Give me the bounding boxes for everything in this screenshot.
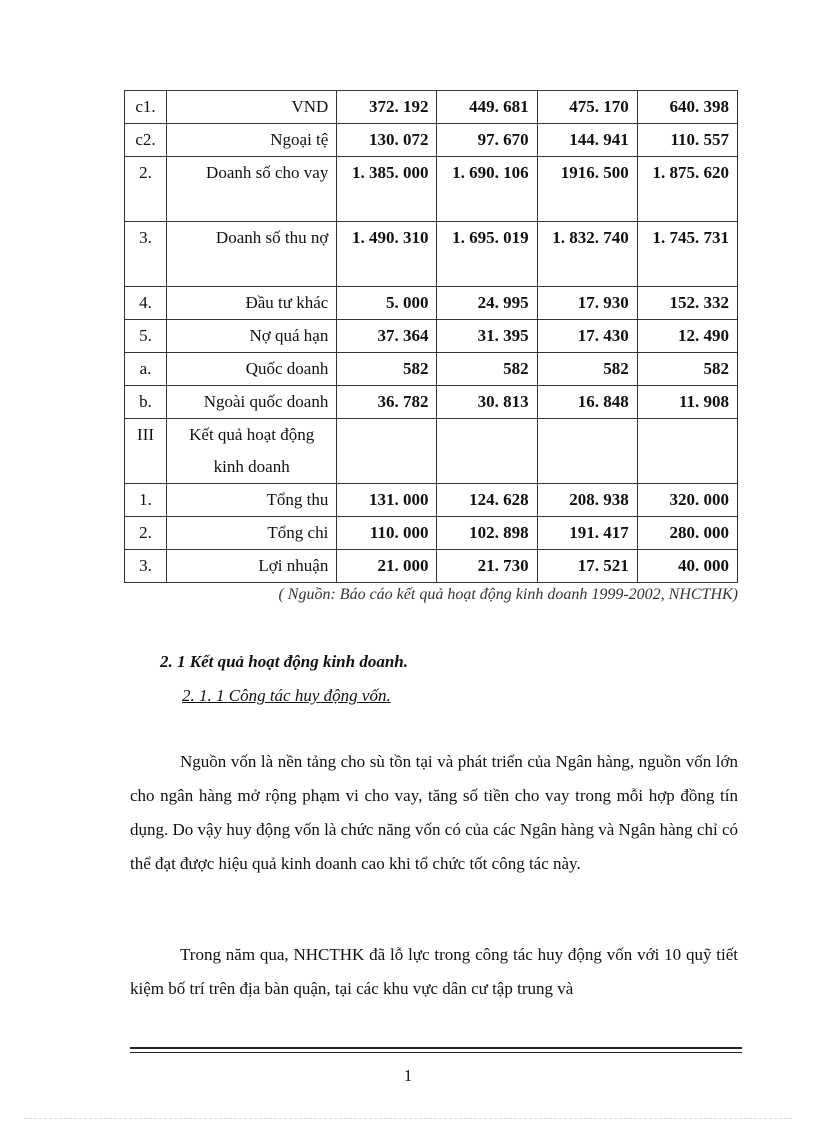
row-label: VND: [167, 91, 337, 124]
row-number: III: [125, 419, 167, 484]
value-cell: 582: [637, 353, 737, 386]
value-cell: 144. 941: [537, 124, 637, 157]
value-cell: 1. 832. 740: [537, 222, 637, 287]
value-cell: 131. 000: [337, 484, 437, 517]
value-cell: 1916. 500: [537, 157, 637, 222]
table-row: [125, 484, 738, 517]
row-number: 2.: [125, 157, 167, 222]
value-cell: [637, 419, 737, 484]
table-row: [125, 517, 738, 550]
row-number: 1.: [125, 484, 167, 517]
row-number: 3.: [125, 550, 167, 583]
section-heading: 2. 1 Kết quả hoạt động kinh doanh.: [160, 652, 408, 671]
value-cell: 1. 490. 310: [337, 222, 437, 287]
row-label: Quốc doanh: [167, 353, 337, 386]
row-number: c1.: [125, 91, 167, 124]
value-cell: 582: [437, 353, 537, 386]
value-cell: 475. 170: [537, 91, 637, 124]
row-label: Ngoài quốc doanh: [167, 386, 337, 419]
row-label: Tổng chi: [167, 517, 337, 550]
row-label: Ngoại tệ: [167, 124, 337, 157]
value-cell: 372. 192: [337, 91, 437, 124]
value-cell: [537, 419, 637, 484]
page-edge-divider: [24, 1118, 792, 1119]
table-row: [125, 353, 738, 386]
row-number: 4.: [125, 287, 167, 320]
table-row: [125, 287, 738, 320]
value-cell: 152. 332: [637, 287, 737, 320]
value-cell: 191. 417: [537, 517, 637, 550]
row-number: 2.: [125, 517, 167, 550]
value-cell: 208. 938: [537, 484, 637, 517]
value-cell: 102. 898: [437, 517, 537, 550]
value-cell: 1. 385. 000: [337, 157, 437, 222]
body-paragraph: Nguồn vốn là nền tảng cho sù tồn tại và phát triển của Ngân hàng, nguồn vốn lớn cho ngân hàng mở rộng phạm vi cho vay, tăng số tiền cho vay trong mỗi hợp đồng tín dụng. Do vậy huy động vốn là chức năng vốn có của các Ngân hàng và Ngân hàng chỉ có thể đạt được hiệu quả kinh doanh cao khi tổ chức tốt công tác này.: [130, 752, 738, 873]
value-cell: 31. 395: [437, 320, 537, 353]
footer-rule: [130, 1047, 742, 1049]
row-label: Tổng thu: [167, 484, 337, 517]
table-row: [125, 157, 738, 222]
table-row: [125, 320, 738, 353]
row-number: b.: [125, 386, 167, 419]
value-cell: 582: [537, 353, 637, 386]
value-cell: 11. 908: [637, 386, 737, 419]
value-cell: 1. 690. 106: [437, 157, 537, 222]
footer-rule: [130, 1052, 742, 1053]
value-cell: 21. 000: [337, 550, 437, 583]
value-cell: 40. 000: [637, 550, 737, 583]
value-cell: 21. 730: [437, 550, 537, 583]
row-label: Doanh số cho vay: [167, 157, 337, 222]
value-cell: 1. 875. 620: [637, 157, 737, 222]
value-cell: 24. 995: [437, 287, 537, 320]
value-cell: 110. 000: [337, 517, 437, 550]
value-cell: 17. 521: [537, 550, 637, 583]
value-cell: [337, 419, 437, 484]
value-cell: 1. 695. 019: [437, 222, 537, 287]
value-cell: 5. 000: [337, 287, 437, 320]
value-cell: 449. 681: [437, 91, 537, 124]
body-paragraph: Trong năm qua, NHCTHK đã lỗ lực trong công tác huy động vốn với 10 quỹ tiết kiệm bố trí trên địa bàn quận, tại các khu vực dân cư tập trung và: [130, 945, 738, 998]
value-cell: 37. 364: [337, 320, 437, 353]
value-cell: 17. 930: [537, 287, 637, 320]
row-label: Lợi nhuận: [167, 550, 337, 583]
page-number: 1: [403, 1066, 413, 1085]
table-row: [125, 91, 738, 124]
row-number: 3.: [125, 222, 167, 287]
row-label: Kết quả hoạt động kinh doanh: [167, 419, 337, 484]
table-row: [125, 386, 738, 419]
row-label: Nợ quá hạn: [167, 320, 337, 353]
value-cell: 12. 490: [637, 320, 737, 353]
subsection-heading: 2. 1. 1 Công tác huy động vốn.: [182, 686, 391, 705]
value-cell: 640. 398: [637, 91, 737, 124]
row-number: c2.: [125, 124, 167, 157]
value-cell: 30. 813: [437, 386, 537, 419]
table-row: [125, 550, 738, 583]
value-cell: 36. 782: [337, 386, 437, 419]
table-row: [125, 222, 738, 287]
value-cell: 124. 628: [437, 484, 537, 517]
value-cell: 110. 557: [637, 124, 737, 157]
table-row: [125, 419, 738, 484]
value-cell: 16. 848: [537, 386, 637, 419]
source-note: ( Nguồn: Báo cáo kết quả hoạt động kinh doanh 1999-2002, NHCTHK): [278, 586, 738, 603]
row-label: Doanh số thu nợ: [167, 222, 337, 287]
table-row: [125, 124, 738, 157]
value-cell: 582: [337, 353, 437, 386]
value-cell: 97. 670: [437, 124, 537, 157]
value-cell: 130. 072: [337, 124, 437, 157]
financial-results-table: [124, 90, 738, 583]
value-cell: 17. 430: [537, 320, 637, 353]
row-number: 5.: [125, 320, 167, 353]
value-cell: 320. 000: [637, 484, 737, 517]
value-cell: [437, 419, 537, 484]
row-number: a.: [125, 353, 167, 386]
value-cell: 1. 745. 731: [637, 222, 737, 287]
value-cell: 280. 000: [637, 517, 737, 550]
row-label: Đầu tư khác: [167, 287, 337, 320]
